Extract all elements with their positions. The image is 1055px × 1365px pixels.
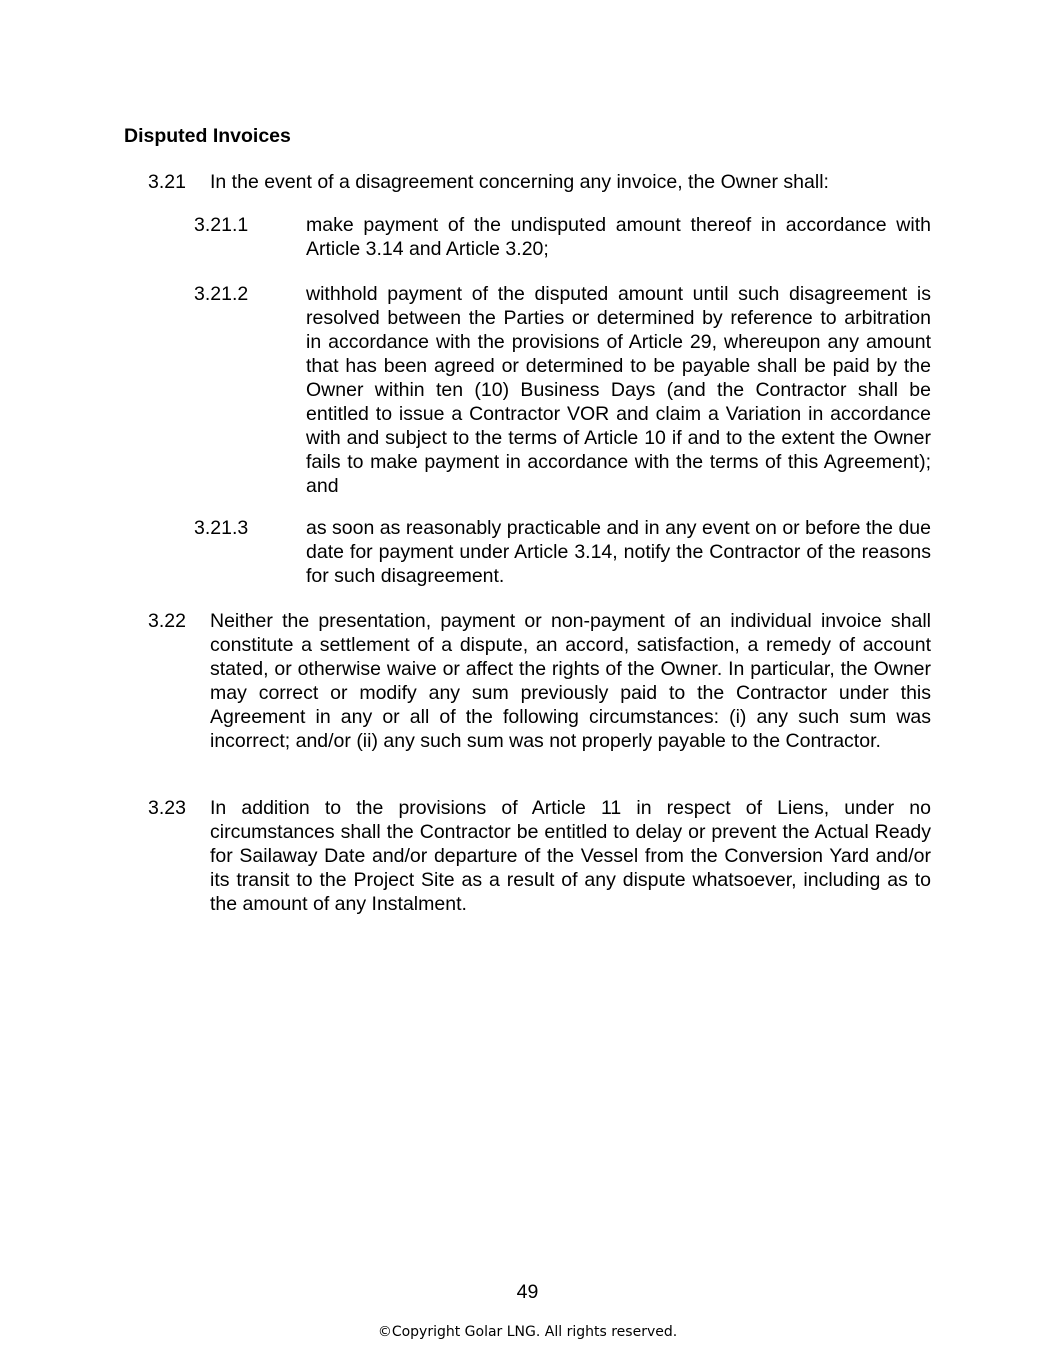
clause-3-22 — [148, 609, 931, 753]
clause-number: 3.23 — [148, 797, 186, 819]
clause-3-21 — [148, 170, 931, 194]
subclause-text: withhold payment of the disputed amount until such disagreement is resolved between the Parties or determined by reference to arbitration in accordance with the provisions of Article 29, whereupon any amount that has been agreed or determined to be payable shall be paid by the Owner within ten (10) Business Days (and the Contractor shall be entitled to issue a Contractor VOR and claim a Variation in accordance with and subject to the terms of Article 10 if and to the extent the Owner fails to make payment in accordance with the terms of this Agreement); and — [306, 283, 931, 497]
subclause-text: make payment of the undisputed amount thereof in accordance with Article 3.14 and Article 3.20; — [306, 214, 931, 260]
copyright-notice: ©Copyright Golar LNG. All rights reserved. — [377, 1324, 678, 1340]
clause-number: 3.21 — [148, 171, 186, 193]
subclause-3-21-2 — [194, 282, 931, 498]
subclause-3-21-3 — [194, 516, 931, 588]
clause-number: 3.22 — [148, 610, 186, 632]
section-heading: Disputed Invoices — [124, 125, 291, 147]
subclause-text: as soon as reasonably practicable and in any event on or before the due date for payment under Article 3.14, notify the Contractor of the reasons for such disagreement. — [306, 517, 931, 587]
subclause-number: 3.21.1 — [194, 214, 249, 236]
subclause-3-21-1 — [194, 213, 931, 261]
subclause-number: 3.21.3 — [194, 517, 249, 539]
clause-text: Neither the presentation, payment or non-payment of an individual invoice shall constitute a settlement of a dispute, an accord, satisfaction, a remedy of account stated, or otherwise waive or affect the rights of the Owner. In particular, the Owner may correct or modify any sum previously paid to the Contractor under this Agreement in any or all of the following circumstances: (i) any such sum was incorrect; and/or (ii) any such sum was not properly payable to the Contractor. — [210, 610, 931, 752]
clause-3-23 — [148, 796, 931, 916]
clause-text: In the event of a disagreement concerning any invoice, the Owner shall: — [210, 171, 829, 193]
page-number: 49 — [516, 1281, 539, 1303]
clause-text: In addition to the provisions of Article 11 in respect of Liens, under no circumstances shall the Contractor be entitled to delay or prevent the Actual Ready for Sailaway Date and/or departure of the Vessel from the Conversion Yard and/or its transit to the Project Site as a result of any dispute whatsoever, including as to the amount of any Instalment. — [210, 797, 931, 915]
subclause-number: 3.21.2 — [194, 283, 249, 305]
